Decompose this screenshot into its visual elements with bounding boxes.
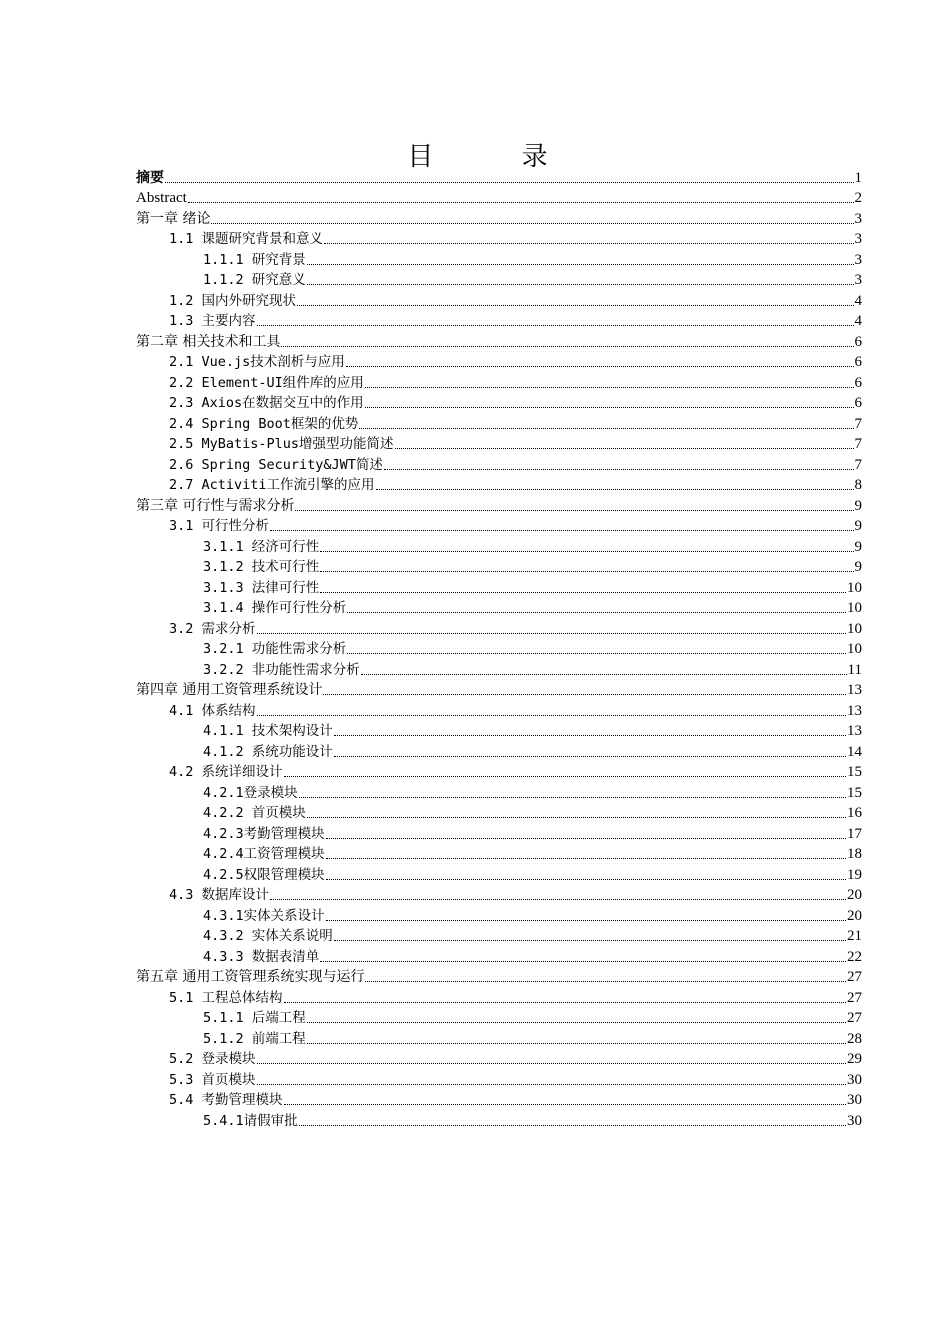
dot-leader xyxy=(295,510,853,511)
dot-leader xyxy=(326,838,846,839)
dot-leader xyxy=(320,592,846,593)
toc-entry-page: 20 xyxy=(847,907,862,924)
toc-entry[interactable] xyxy=(136,761,862,782)
toc-entry-page: 13 xyxy=(847,702,862,719)
toc-entry-page: 19 xyxy=(847,866,862,883)
toc-entry-label: 2.4 Spring Boot框架的优势 xyxy=(169,415,359,432)
toc-entry-page: 10 xyxy=(847,641,862,657)
toc-entry-label: 3.2.2 非功能性需求分析 xyxy=(203,661,360,678)
toc-entry[interactable] xyxy=(136,699,862,720)
dot-leader xyxy=(188,202,854,203)
toc-entry[interactable] xyxy=(136,658,862,679)
toc-entry[interactable] xyxy=(136,556,862,577)
dot-leader xyxy=(320,961,846,962)
dot-leader xyxy=(320,551,853,552)
toc-entry[interactable] xyxy=(136,515,862,536)
dot-leader xyxy=(257,1084,846,1085)
toc-entry-page: 6 xyxy=(854,333,862,350)
toc-entry[interactable] xyxy=(136,207,862,228)
dot-leader xyxy=(347,653,846,654)
toc-entry[interactable] xyxy=(136,228,862,249)
toc-entry[interactable] xyxy=(136,269,862,290)
dot-leader xyxy=(257,325,854,326)
toc-entry[interactable] xyxy=(136,187,862,208)
toc-entry[interactable] xyxy=(136,966,862,987)
toc-entry-page: 27 xyxy=(847,969,862,985)
toc-entry[interactable] xyxy=(136,433,862,454)
toc-entry-label: 4.3.3 数据表清单 xyxy=(203,948,320,965)
toc-entry-page: 6 xyxy=(854,395,862,411)
toc-entry[interactable] xyxy=(136,1007,862,1028)
toc-entry[interactable] xyxy=(136,945,862,966)
dot-leader xyxy=(165,182,854,183)
toc-entry-page: 3 xyxy=(854,272,862,288)
toc-entry-label: 4.1.1 技术架构设计 xyxy=(203,723,333,739)
toc-entry-page: 13 xyxy=(847,682,862,698)
toc-entry-label: 摘要 xyxy=(136,169,164,186)
toc-entry[interactable] xyxy=(136,474,862,495)
dot-leader xyxy=(326,920,846,921)
toc-entry-page: 9 xyxy=(854,538,862,555)
toc-entry-page: 9 xyxy=(854,559,862,575)
toc-entry-page: 13 xyxy=(847,723,862,739)
toc-entry-label: 3.1 可行性分析 xyxy=(169,518,270,534)
toc-entry-page: 2 xyxy=(854,190,862,206)
toc-entry-page: 10 xyxy=(847,620,862,637)
toc-entry-label: 1.2 国内外研究现状 xyxy=(169,292,297,309)
toc-entry-page: 3 xyxy=(854,210,862,227)
dot-leader xyxy=(299,1125,846,1126)
toc-entry-page: 29 xyxy=(847,1051,862,1067)
toc-entry-label: 5.4.1请假审批 xyxy=(203,1112,298,1129)
dot-leader xyxy=(365,387,854,388)
dot-leader xyxy=(284,776,846,777)
toc-entry-page: 27 xyxy=(847,1010,862,1026)
toc-entry-label: 4.1.2 系统功能设计 xyxy=(203,743,333,760)
dot-leader xyxy=(347,612,846,613)
toc-entry-page: 17 xyxy=(847,825,862,842)
toc-entry-label: 2.6 Spring Security&JWT简述 xyxy=(169,456,383,473)
toc-entry-label: 4.2.5权限管理模块 xyxy=(203,866,325,883)
dot-leader xyxy=(299,797,846,798)
toc-entry-page: 9 xyxy=(854,497,862,514)
dot-leader xyxy=(334,756,846,757)
toc-entry[interactable] xyxy=(136,351,862,372)
toc-entry[interactable] xyxy=(136,330,862,351)
toc-entry[interactable] xyxy=(136,1068,862,1089)
toc-entry-label: Abstract xyxy=(136,190,187,206)
toc-entry-page: 6 xyxy=(854,354,862,370)
toc-entry[interactable] xyxy=(136,392,862,413)
toc-entry-page: 15 xyxy=(847,784,862,801)
toc-entry-page: 1 xyxy=(854,169,862,186)
toc-entry[interactable] xyxy=(136,535,862,556)
dot-leader xyxy=(323,694,846,695)
dot-leader xyxy=(359,428,853,429)
toc-entry-label: 5.1.2 前端工程 xyxy=(203,1030,306,1047)
dot-leader xyxy=(284,1002,846,1003)
toc-entry[interactable] xyxy=(136,638,862,659)
toc-entry-label: 2.3 Axios在数据交互中的作用 xyxy=(169,395,364,411)
toc-entry-label: 4.2.2 首页模块 xyxy=(203,805,306,821)
toc-entry-label: 第五章 通用工资管理系统实现与运行 xyxy=(136,969,365,985)
toc-entry-page: 11 xyxy=(847,661,862,678)
toc-entry[interactable] xyxy=(136,863,862,884)
toc-entry-page: 16 xyxy=(847,805,862,821)
toc-entry[interactable] xyxy=(136,494,862,515)
toc-entry-label: 1.1 课题研究背景和意义 xyxy=(169,231,324,247)
toc-entry[interactable] xyxy=(136,310,862,331)
dot-leader xyxy=(307,1022,846,1023)
toc-entry-label: 第二章 相关技术和工具 xyxy=(136,333,281,350)
toc-entry-label: 1.1.1 研究背景 xyxy=(203,251,306,268)
toc-entry[interactable] xyxy=(136,884,862,905)
toc-entry[interactable] xyxy=(136,843,862,864)
dot-leader xyxy=(346,366,854,367)
toc-entry-page: 10 xyxy=(847,600,862,616)
toc-entry[interactable] xyxy=(136,412,862,433)
toc-entry-label: 4.1 体系结构 xyxy=(169,702,256,719)
toc-entry[interactable] xyxy=(136,453,862,474)
dot-leader xyxy=(320,571,853,572)
toc-entry-label: 第一章 绪论 xyxy=(136,210,211,227)
dot-leader xyxy=(270,899,846,900)
toc-entry-label: 5.3 首页模块 xyxy=(169,1071,256,1088)
toc-entry[interactable] xyxy=(136,617,862,638)
toc-entry-page: 7 xyxy=(854,436,862,452)
toc-entry-page: 30 xyxy=(847,1071,862,1088)
toc-entry[interactable] xyxy=(136,679,862,700)
toc-entry[interactable] xyxy=(136,781,862,802)
dot-leader xyxy=(211,223,853,224)
toc-entry[interactable] xyxy=(136,986,862,1007)
dot-leader xyxy=(334,735,846,736)
toc-entry-page: 18 xyxy=(847,846,862,862)
dot-leader xyxy=(284,1104,846,1105)
toc-entry[interactable] xyxy=(136,925,862,946)
toc-entry-label: 4.3 数据库设计 xyxy=(169,887,270,903)
toc-entry-label: 第三章 可行性与需求分析 xyxy=(136,497,295,514)
toc-entry[interactable] xyxy=(136,1109,862,1130)
dot-leader xyxy=(384,469,854,470)
toc-entry-page: 27 xyxy=(847,989,862,1006)
toc-entry[interactable] xyxy=(136,740,862,761)
toc-entry[interactable] xyxy=(136,576,862,597)
table-of-contents xyxy=(136,166,862,1130)
dot-leader xyxy=(297,305,853,306)
toc-entry-label: 4.3.2 实体关系说明 xyxy=(203,928,333,944)
toc-entry-page: 7 xyxy=(854,456,862,473)
toc-entry[interactable] xyxy=(136,1089,862,1110)
toc-entry-label: 4.3.1实体关系设计 xyxy=(203,907,325,924)
toc-entry-label: 3.1.3 法律可行性 xyxy=(203,579,320,596)
toc-entry-page: 21 xyxy=(847,928,862,944)
dot-leader xyxy=(376,489,854,490)
toc-entry-label: 4.2.1登录模块 xyxy=(203,784,298,801)
toc-entry-label: 5.4 考勤管理模块 xyxy=(169,1092,283,1108)
dot-leader xyxy=(361,674,847,675)
toc-entry-page: 30 xyxy=(847,1112,862,1129)
toc-entry-label: 3.2.1 功能性需求分析 xyxy=(203,641,347,657)
toc-entry-label: 2.7 Activiti工作流引擎的应用 xyxy=(169,477,375,493)
dot-leader xyxy=(324,243,853,244)
toc-entry-label: 3.2 需求分析 xyxy=(169,620,256,637)
dot-leader xyxy=(365,407,854,408)
dot-leader xyxy=(307,284,854,285)
toc-entry-label: 5.1.1 后端工程 xyxy=(203,1010,306,1026)
toc-entry[interactable] xyxy=(136,248,862,269)
toc-entry-label: 3.1.2 技术可行性 xyxy=(203,559,320,575)
toc-entry[interactable] xyxy=(136,1048,862,1069)
toc-entry[interactable] xyxy=(136,166,862,187)
dot-leader xyxy=(257,715,846,716)
toc-entry[interactable] xyxy=(136,904,862,925)
toc-entry[interactable] xyxy=(136,371,862,392)
dot-leader xyxy=(307,264,854,265)
toc-entry-label: 2.1 Vue.js技术剖析与应用 xyxy=(169,354,345,370)
toc-entry-page: 10 xyxy=(847,579,862,596)
toc-entry-label: 1.1.2 研究意义 xyxy=(203,272,306,288)
toc-entry-page: 22 xyxy=(847,948,862,965)
dot-leader xyxy=(307,1043,846,1044)
dot-leader xyxy=(326,858,846,859)
toc-entry-page: 4 xyxy=(854,292,862,309)
toc-entry-label: 4.2 系统详细设计 xyxy=(169,764,283,780)
dot-leader xyxy=(257,633,846,634)
toc-entry-label: 5.1 工程总体结构 xyxy=(169,989,283,1006)
dot-leader xyxy=(307,817,846,818)
toc-entry-page: 15 xyxy=(847,764,862,780)
toc-entry-label: 3.1.1 经济可行性 xyxy=(203,538,320,555)
page-title: 目 录 xyxy=(407,142,588,172)
toc-entry-page: 7 xyxy=(854,415,862,432)
toc-entry-label: 2.5 MyBatis-Plus增强型功能简述 xyxy=(169,436,394,452)
dot-leader xyxy=(334,940,846,941)
dot-leader xyxy=(395,448,854,449)
toc-entry-page: 14 xyxy=(847,743,862,760)
toc-entry-page: 28 xyxy=(847,1030,862,1047)
toc-entry-label: 2.2 Element-UI组件库的应用 xyxy=(169,374,364,391)
dot-leader xyxy=(326,879,846,880)
toc-entry-page: 20 xyxy=(847,887,862,903)
toc-entry-page: 3 xyxy=(854,251,862,268)
toc-entry-label: 1.3 主要内容 xyxy=(169,313,256,329)
toc-entry[interactable] xyxy=(136,802,862,823)
toc-entry-page: 9 xyxy=(854,518,862,534)
dot-leader xyxy=(270,530,853,531)
dot-leader xyxy=(257,1063,846,1064)
toc-entry-page: 3 xyxy=(854,231,862,247)
toc-entry-page: 4 xyxy=(854,313,862,329)
toc-entry-label: 5.2 登录模块 xyxy=(169,1051,256,1067)
toc-entry-page: 8 xyxy=(854,477,862,493)
toc-entry[interactable] xyxy=(136,822,862,843)
toc-entry[interactable] xyxy=(136,289,862,310)
toc-entry-page: 30 xyxy=(847,1092,862,1108)
toc-entry[interactable] xyxy=(136,1027,862,1048)
toc-entry[interactable] xyxy=(136,597,862,618)
toc-entry-label: 3.1.4 操作可行性分析 xyxy=(203,600,347,616)
toc-entry-label: 4.2.3考勤管理模块 xyxy=(203,825,325,842)
dot-leader xyxy=(365,981,846,982)
dot-leader xyxy=(281,346,853,347)
toc-entry[interactable] xyxy=(136,720,862,741)
toc-entry-page: 6 xyxy=(854,374,862,391)
toc-entry-label: 4.2.4工资管理模块 xyxy=(203,846,325,862)
toc-entry-label: 第四章 通用工资管理系统设计 xyxy=(136,682,323,698)
